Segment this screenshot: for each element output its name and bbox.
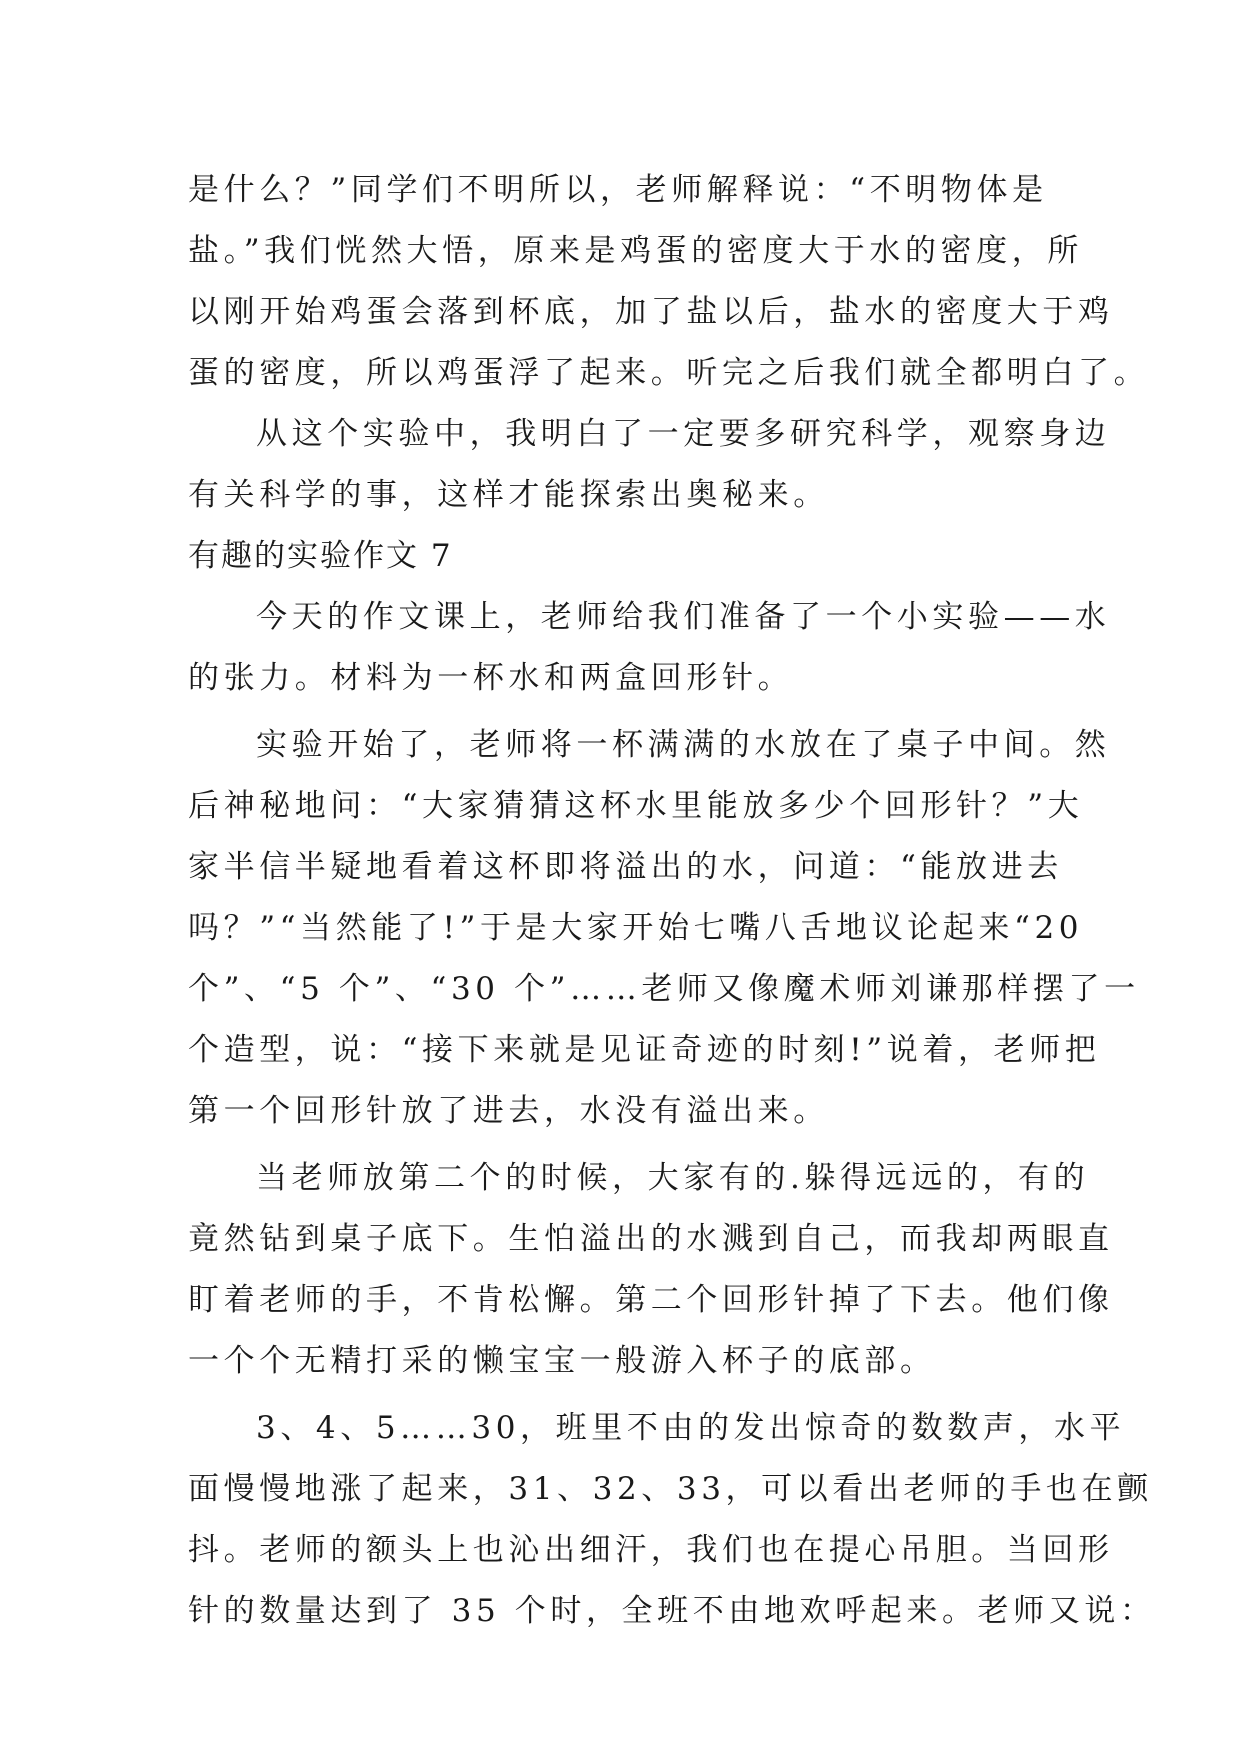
paragraph-start-line: 当老师放第二个的时候，大家有的.躲得远远的，有的: [256, 1160, 1090, 1196]
paragraph-start-line: 实验开始了，老师将一杯满满的水放在了桌子中间。然: [256, 727, 1111, 763]
text-line: 面慢慢地涨了起来，31、32、33，可以看出老师的手也在颤: [188, 1471, 1153, 1507]
text-line: 以刚开始鸡蛋会落到杯底，加了盐以后，盐水的密度大于鸡: [188, 294, 1114, 330]
text-line: 的张力。材料为一杯水和两盒回形针。: [188, 660, 794, 696]
text-line: 家半信半疑地看着这杯即将溢出的水，问道：“能放进去: [188, 849, 1063, 885]
text-line: 第一个回形针放了进去，水没有溢出来。: [188, 1093, 829, 1129]
paragraph-start-line: 今天的作文课上，老师给我们准备了一个小实验——水: [256, 599, 1111, 635]
text-line: 个造型，说：“接下来就是见证奇迹的时刻!”说着，老师把: [188, 1032, 1101, 1068]
text-line: 蛋的密度，所以鸡蛋浮了起来。听完之后我们就全都明白了。: [188, 355, 1150, 391]
text-line: 竟然钻到桌子底下。生怕溢出的水溅到自己，而我却两眼直: [188, 1221, 1114, 1257]
text-line: 有关科学的事，这样才能探索出奥秘来。: [188, 477, 829, 513]
text-line: 针的数量达到了 35 个时，全班不由地欢呼起来。老师又说：: [188, 1593, 1156, 1629]
text-line: 后神秘地问：“大家猜猜这杯水里能放多少个回形针？”大: [188, 788, 1084, 824]
text-line: 盯着老师的手，不肯松懈。第二个回形针掉了下去。他们像: [188, 1282, 1114, 1318]
text-line: 盐。”我们恍然大悟，原来是鸡蛋的密度大于水的密度，所: [188, 233, 1083, 269]
section-title: 有趣的实验作文 7: [188, 538, 453, 574]
paragraph-start-line: 3、4、5……30，班里不由的发出惊奇的数数声，水平: [256, 1410, 1126, 1446]
text-line: 一个个无精打采的懒宝宝一般游入杯子的底部。: [188, 1343, 936, 1379]
text-line: 个”、“5 个”、“30 个”……老师又像魔术师刘谦那样摆了一: [188, 971, 1140, 1007]
text-line: 抖。老师的额头上也沁出细汗，我们也在提心吊胆。当回形: [188, 1532, 1114, 1568]
text-line: 吗？”“当然能了!”于是大家开始七嘴八舌地议论起来“20: [188, 910, 1084, 946]
document-body: [188, 160, 1156, 1642]
text-line: 是什么？”同学们不明所以，老师解释说：“不明物体是: [188, 172, 1048, 208]
paragraph-start-line: 从这个实验中，我明白了一定要多研究科学，观察身边: [256, 416, 1111, 452]
